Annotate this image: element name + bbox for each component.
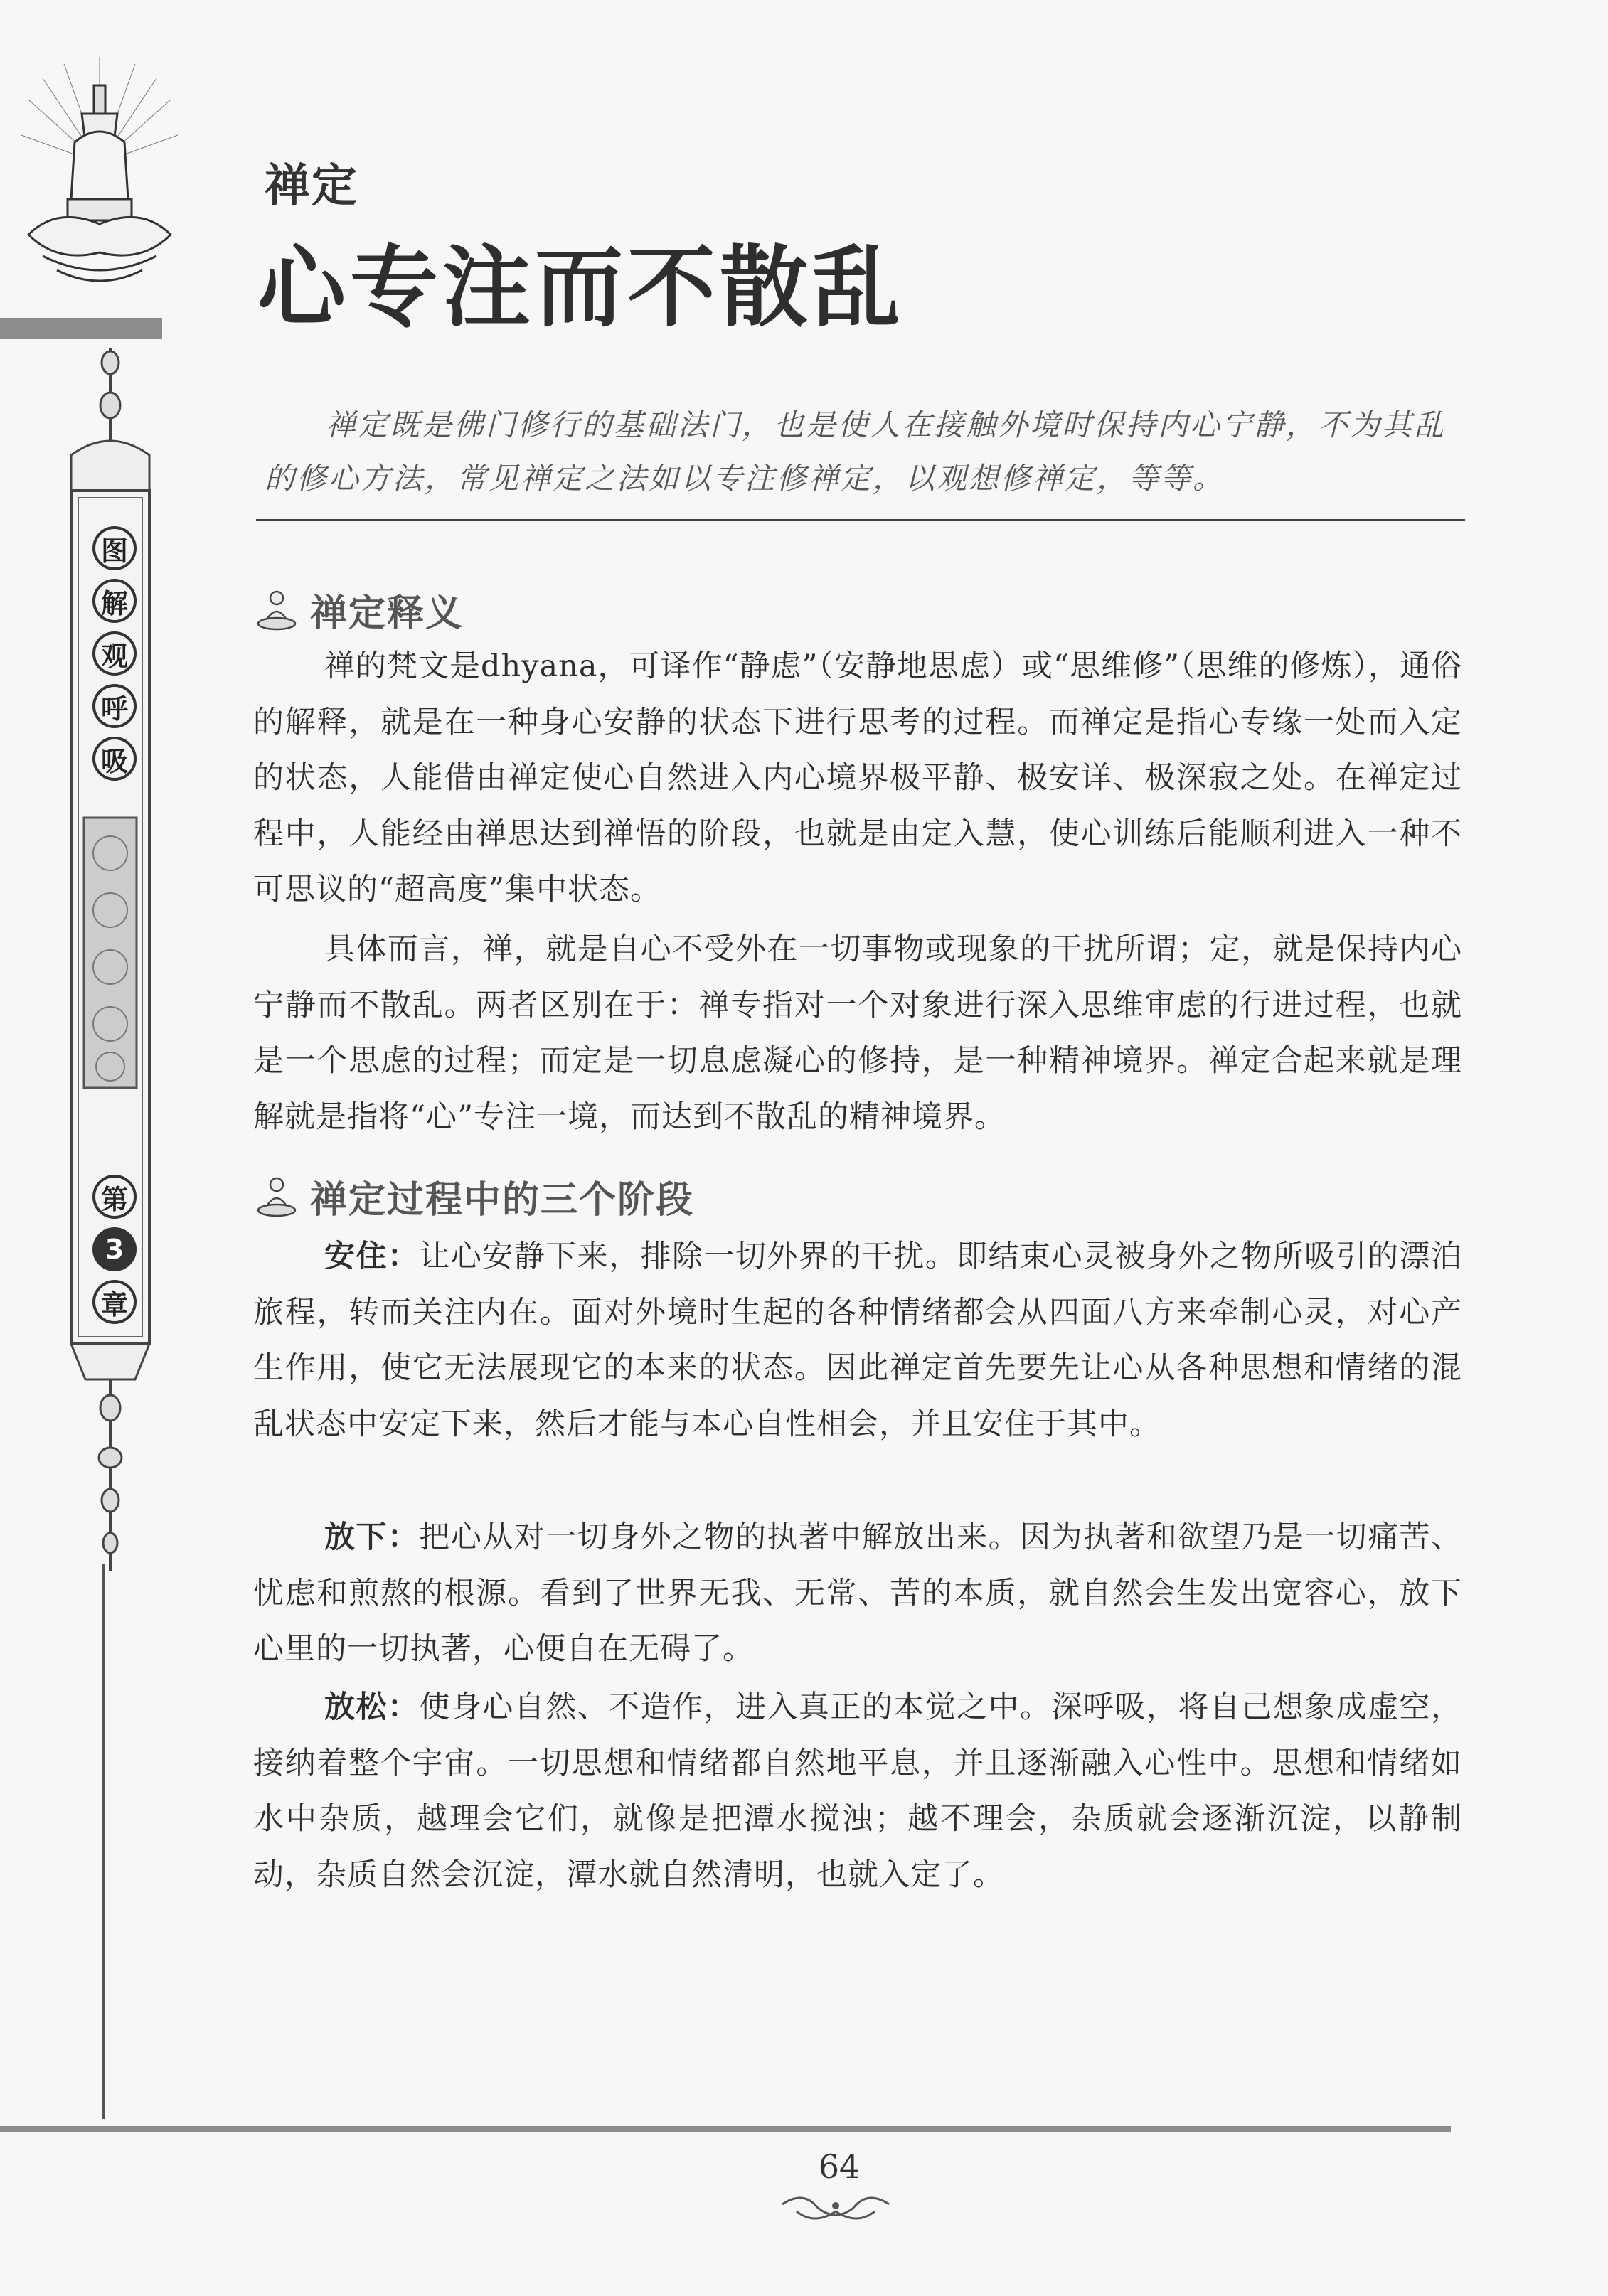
divider: [256, 519, 1465, 521]
page-number: 64: [818, 2147, 861, 2186]
term-label: 放松：: [324, 1689, 420, 1725]
stupa-lotus-illustration: [14, 57, 178, 299]
sidebar-top-bar: [0, 318, 162, 339]
term-text: 把心从对一切身外之物的执著中解放出来。因为执著和欲望乃是一切痛苦、忧虑和煎熬的根源。看到了世界无我、无常、苦的本质，就自然会生发出宽容心，放下心里的一切执著，心便自在无碍了。: [253, 1520, 1463, 1667]
book-char: 吸: [92, 737, 137, 781]
section-heading-text: 禅定释义: [310, 592, 464, 635]
chapter-number: 3: [92, 1227, 137, 1271]
book-char: 图: [92, 526, 137, 570]
section-heading-text: 禅定过程中的三个阶段: [310, 1179, 695, 1222]
section-heading: [253, 583, 464, 636]
body-paragraph: 具体而言，禅，就是自心不受外在一切事物或现象的干扰所谓；定，就是保持内心宁静而不散乱。两者区别在于：禅专指对一个对象进行深入思维审虑的行进过程，也就是一个思虑的过程；而定是一切息虑凝心的修持，是一种精神境界。禅定合起来就是理解就是指将“心”专注一境，而达到不散乱的精神境界。: [253, 931, 1462, 1135]
chapter-char: 章: [92, 1280, 137, 1324]
book-char: 观: [92, 631, 137, 676]
body-paragraph: [253, 1229, 1462, 1452]
footer-bar: [0, 2126, 1451, 2132]
page-kicker: 禅定: [265, 160, 358, 213]
buddha-icon: [253, 587, 300, 634]
body-paragraph: [253, 1510, 1462, 1677]
body-paragraph: 禅的梵文是dhyana，可译作“静虑”（安静地思虑）或“思维修”（思维的修炼），通俗的解释，就是在一种身心安静的状态下进行思考的过程。而禅定是指心专缘一处而入定的状态，人能借由禅定使心自然进入内心境界极平静、极安详、极深寂之处。在禅定过程中，人能经由禅思达到禅悟的阶段，也就是由定入慧，使心训练后能顺利进入一种不可思议的“超高度”集中状态。: [253, 648, 1462, 907]
chapter-marker: [92, 1175, 142, 1333]
page-title: 心专注而不散乱: [257, 237, 905, 339]
term-label: 放下：: [324, 1520, 420, 1555]
footer-ornament: [775, 2190, 896, 2226]
section-heading: [253, 1170, 694, 1223]
intro-paragraph: 禅定既是佛门修行的基础法门，也是使人在接触外境时保持内心宁静，不为其乱的修心方法，常见禅定之法如以专注修禅定，以观想修禅定，等等。: [265, 407, 1447, 496]
buddha-icon: [253, 1173, 300, 1220]
book-title-vertical: [92, 526, 142, 789]
chapter-char: 第: [92, 1175, 137, 1219]
term-text: 让心安静下来，排除一切外界的干扰。即结束心灵被身外之物所吸引的漂泊旅程，转而关注内在。面对外境时生起的各种情绪都会从四面八方来牵制心灵，对心产生作用，使它无法展现它的本来的状态。因此禅定首先要先让心从各种思想和情绪的混乱状态中安定下来，然后才能与本心自性相会，并且安住于其中。: [253, 1239, 1463, 1442]
sidebar-line: [102, 1564, 105, 2119]
term-label: 安住：: [324, 1239, 420, 1274]
body-paragraph: [253, 1680, 1462, 1903]
book-char: 呼: [92, 684, 137, 728]
term-text: 使身心自然、不造作，进入真正的本觉之中。深呼吸，将自己想象成虚空，接纳着整个宇宙。一切思想和情绪都自然地平息，并且逐渐融入心性中。思想和情绪如水中杂质，越理会它们，就像是把潭水搅浊；越不理会，杂质就会逐渐沉淀，以静制动，杂质自然会沉淀，潭水就自然清明，也就入定了。: [253, 1689, 1463, 1893]
book-char: 解: [92, 579, 137, 623]
